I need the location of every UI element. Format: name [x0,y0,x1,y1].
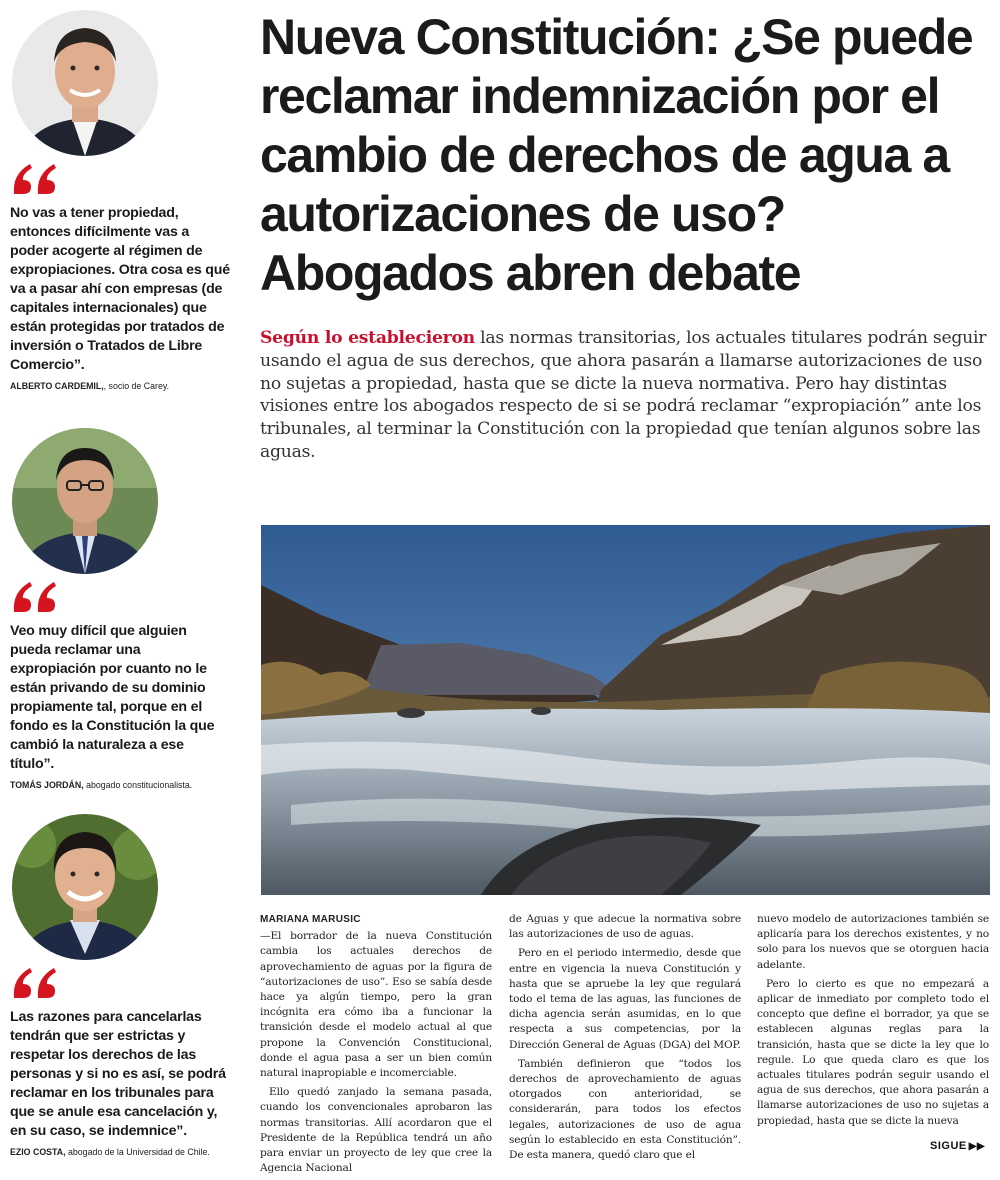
quotes-sidebar [0,0,232,1165]
article-column-1 [260,912,492,1180]
quote-attribution [10,381,230,391]
lead-paragraph [260,327,990,464]
avatar [12,10,158,156]
paragraph: Ello quedó zanjado la semana pasada, cuando los convencionales aprobaron las normas transitorias. Allí acordaron que el Presidente de la República tendrá un año para enviar un proyecto de ley que cree la Agencia Nacional [260,1086,492,1175]
quote-author-role: abogado de la Universidad de Chile. [65,1147,210,1157]
paragraph: Pero lo cierto es que no empezará a aplicar de inmediato por completo todo el concepto que define el borrador, ya que se establecen algunas reglas para la transición, hasta que se dicte la ley que lo regule. Lo que queda claro es que los actuales titulares podrán seguir usando el agua de sus derechos, que ahora pasarán a llamarse autorizaciones de uso no sujetas a propiedad, hasta que se dicte la nueva [757,977,989,1127]
quote-block-2 [10,428,230,790]
continue-label: SIGUE [930,1140,967,1152]
quote-text: Veo muy difícil que alguien pueda reclamar una expropiación por cuanto no le están privando de su dominio propiamente tal, porque en el fondo es la Constitución la que cambió la naturaleza a ese título”. [10,623,215,772]
quote-attribution [10,780,230,790]
quote-text: Las razones para cancelarlas tendrán que ser estrictas y respetar los derechos de las personas y si no es así, se podrá reclamar en los tribunales para que se anule esa cancelación y, en su caso, se indemnice”. [10,1009,226,1139]
quote-attribution [10,1147,230,1157]
continue-marker [930,1140,985,1152]
river-photo [261,525,990,895]
paragraph: nuevo modelo de autorizaciones también se aplicaría para los derechos existentes, y no solo para los nuevos que se otorguen hacia adelante. [757,913,989,971]
quote-author: TOMÁS JORDÁN, [10,780,84,790]
quote-block-3 [10,814,230,1157]
avatar [12,814,158,960]
quote-mark-icon [10,578,230,616]
headline: Nueva Constitución: ¿Se puede reclamar indemnización por el cambio de derechos de agua a autorizaciones de uso? Abogados abren debate [260,9,973,301]
quote-text: No vas a tener propiedad, entonces difícilmente vas a poder acogerte al régimen de expropiaciones. Otra cosa es qué va a pasar ahí con empresas (de capitales internacionales) que están protegidas por tratados de inversión o Tratados de Libre Comercio”. [10,205,230,373]
quote-mark-icon [10,160,230,198]
lead-text: las normas transitorias, los actuales titulares podrán seguir usando el agua de sus derechos, que ahora pasarán a llamarse autorizaciones de uso no sujetas a propiedad, hasta que se dicte la nueva normativa. Pero hay distintas visiones entre los abogados respecto de si se podrá reclamar “expropiación” ante los tribunales, al terminar la Constitución con la propiedad que tenían algunos sobre las aguas. [260,328,987,462]
quote-mark-icon [10,964,230,1002]
lead-kicker: Según lo establecieron [260,328,475,348]
paragraph: —El borrador de la nueva Constitución cambia los actuales derechos de aprovechamiento de aguas por la figura de “autorizaciones de uso”. Eso se sabía desde hace ya algún tiempo, pero la gran incógnita era cómo iba a funcionar la transición desde el modelo actual al que propone la Convención Constitucional, donde el agua pasa a ser un bien común natural inapropiable e incomerciable. [260,930,492,1080]
quote-author: EZIO COSTA, [10,1147,66,1157]
article-column-3 [757,912,989,1133]
article-body [260,912,992,1175]
article-column-2 [509,912,741,1167]
quote-author-role: , socio de Carey. [103,381,170,391]
byline: MARIANA MARUSIC [260,914,361,925]
paragraph: de Aguas y que adecue la normativa sobre las autorizaciones de uso de aguas. [509,913,741,941]
quote-author-role: abogado constitucionalista. [83,780,193,790]
double-arrow-right-icon: ▶▶ [968,1141,986,1152]
quote-block-1 [10,10,230,391]
avatar [12,428,158,574]
paragraph: También definieron que “todos los derechos de aprovechamiento de aguas otorgados con anterioridad, se considerarán, para todos los efectos legales, autorizaciones de uso de agua según lo establecido en esta Constitución”. De esta manera, quedó claro que el [509,1057,741,1162]
quote-author: ALBERTO CARDEMIL, [10,381,104,391]
paragraph: Pero en el periodo intermedio, desde que entre en vigencia la nueva Constitución y hasta que se apruebe la ley que regulará todo el tema de las aguas, las funciones de dicha agencia serán asumidas, en lo que respecta a sus competencias, por la Dirección General de Aguas (DGA) del MOP. [509,947,741,1051]
